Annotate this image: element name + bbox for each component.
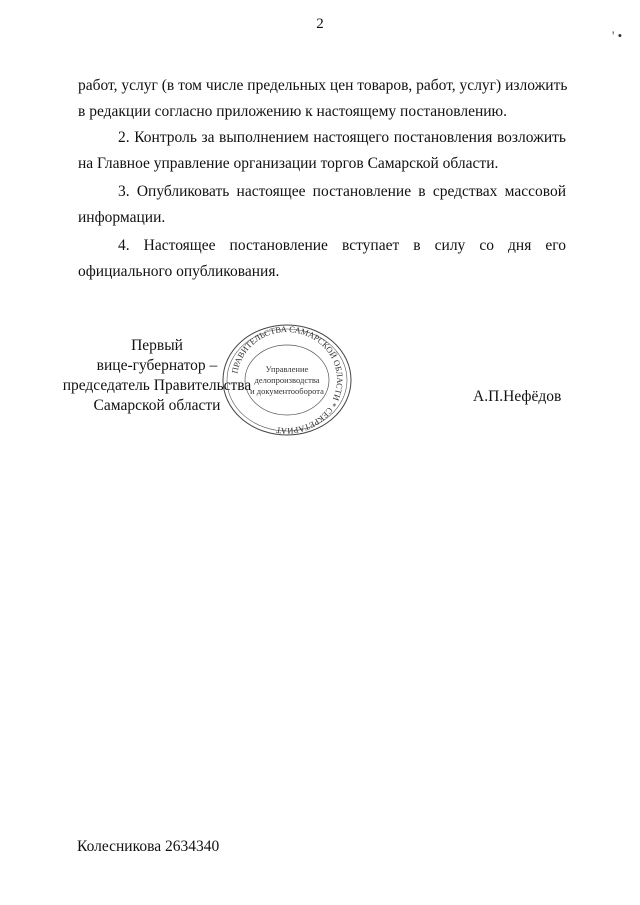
paragraph-3-line-2: информации. — [78, 209, 166, 226]
signatory-title-line: председатель Правительства — [62, 377, 252, 394]
executor-contact: Колесникова 2634340 — [77, 838, 220, 855]
signatory-title-line: Первый — [131, 337, 183, 354]
official-seal — [219, 322, 355, 438]
paragraph-2-line-2: на Главное управление организации торгов Самарской области. — [78, 155, 499, 172]
paragraph-2-line-1: 2. Контроль за выполнением настоящего постановления возложить — [118, 129, 566, 146]
signatory-title-line: вице-губернатор – — [96, 357, 218, 374]
seal-center-line: делопроизводства — [254, 375, 320, 385]
seal-ring-text: ПРАВИТЕЛЬСТВА САМАРСКОЙ ОБЛАСТИ * СЕКРЕТАРИАТ — [229, 323, 346, 437]
signatory-title-line: Самарской области — [93, 397, 221, 414]
paragraph-3-line-1: 3. Опубликовать настоящее постановление в средствах массовой — [118, 183, 566, 200]
corner-mark: ' • — [612, 28, 623, 43]
paragraph-1-line-2: в редакции согласно приложению к настоящему постановлению. — [78, 103, 507, 120]
seal-center-line: и документооборота — [250, 386, 324, 396]
seal-center-line: Управление — [265, 364, 309, 374]
paragraph-1-line-1: работ, услуг (в том числе предельных цен товаров, работ, услуг) изложить — [78, 77, 568, 94]
paragraph-4-line-1: 4. Настоящее постановление вступает в силу со дня его — [118, 237, 566, 254]
page-number: 2 — [316, 16, 324, 32]
paragraph-4-line-2: официального опубликования. — [78, 263, 280, 280]
signatory-name: А.П.Нефёдов — [473, 388, 562, 405]
